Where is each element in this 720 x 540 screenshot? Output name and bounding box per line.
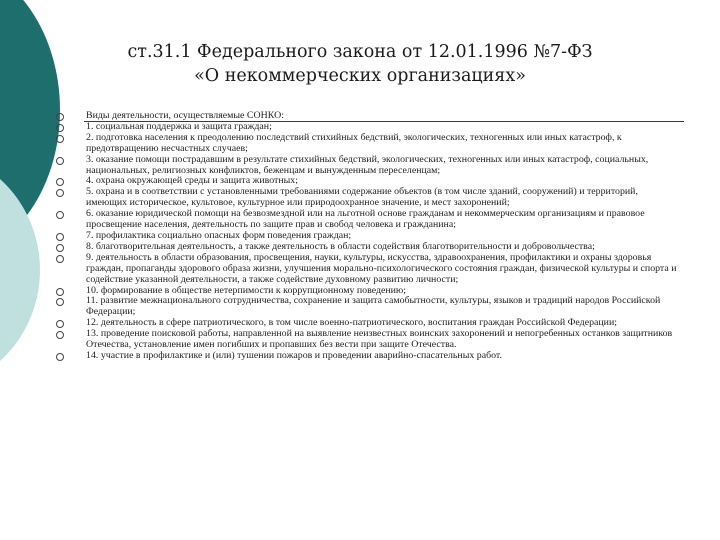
list-item-text: 10. формирование в обществе нетерпимости к коррупционному поведению; [86, 284, 407, 296]
circle-bullet-icon [56, 178, 64, 186]
circle-bullet-icon [56, 298, 64, 306]
list-item-text: 13. проведение поисковой работы, направленной на выявление неизвестных воинских захоронений и непогребенных останков защитников Отечества, установление имен погибших и пропавших без вести при защите Отечества. [86, 328, 673, 351]
list-item-text: Виды деятельности, осуществляемые СОНКО: [86, 110, 284, 121]
list-item [56, 187, 681, 209]
circle-bullet-icon [56, 124, 64, 132]
title-line-2: «О некоммерческих организациях» [194, 66, 526, 86]
list-item [56, 296, 681, 318]
list-item-text: 14. участие в профилактике и (или) тушении пожаров и проведении аварийно-спасательных работ. [86, 349, 502, 361]
slide-title [100, 40, 620, 88]
list-item-text: 7. профилактика социально опасных форм поведения граждан; [86, 229, 352, 241]
circle-bullet-icon [56, 113, 64, 121]
circle-bullet-icon [56, 157, 64, 165]
list-item-text: 1. социальная поддержка и защита граждан; [86, 120, 272, 132]
list-item-text: 6. оказание юридической помощи на безвозмездной или на льготной основе гражданам и некоммерческим организациям и правовое просвещение населения, деятельность по защите прав и свобод человека и гражданина; [86, 208, 645, 231]
circle-bullet-icon [56, 233, 64, 241]
activity-list [56, 111, 681, 362]
list-item-text: 4. охрана окружающей среды и защита животных; [86, 175, 298, 187]
list-item-text: 5. охрана и в соответствии с установленными требованиями содержание объектов (в том числе зданий, сооружений) и территорий, имеющих историческое, культовое, культурное или природоохранное значение, и мест захоронений; [86, 186, 638, 209]
list-item [56, 209, 681, 231]
circle-bullet-icon [56, 244, 64, 252]
circle-bullet-icon [56, 320, 64, 328]
circle-bullet-icon [56, 288, 64, 296]
list-item-text: 11. развитие межнационального сотрудничества, сохранение и защита самобытности, культуры, языков и традиций народов Российской Федерации; [86, 295, 661, 318]
list-item-text: 9. деятельность в области образования, просвещения, науки, культуры, искусства, здравоохранения, профилактики и охраны здоровья граждан, пропаганды здорового образа жизни, улучшения морально-психологического состояния граждан, физической культуры и спорта и содействие указанной деятельности, а также содействие духовному развитию личности; [86, 251, 677, 285]
list-item [56, 253, 681, 286]
circle-bullet-icon [56, 255, 64, 263]
circle-bullet-icon [56, 189, 64, 197]
list-item-text: 12. деятельность в сфере патриотического, в том числе военно-патриотического, воспитания граждан Российской Федерации; [86, 317, 618, 329]
circle-bullet-icon [56, 353, 64, 361]
list-item [56, 329, 681, 351]
circle-bullet-icon [56, 135, 64, 143]
title-line-1: ст.31.1 Федерального закона от 12.01.1996 №7-ФЗ [127, 42, 593, 62]
list-item-text: 3. оказание помощи пострадавшим в результате стихийных бедствий, экологических, техногенных или иных катастроф, социальных, национальных, религиозных конфликтов, беженцам и вынужденным переселенцам; [86, 153, 649, 176]
circle-bullet-icon [56, 211, 64, 219]
list-item [56, 351, 681, 362]
circle-bullet-icon [56, 331, 64, 339]
list-item-text: 8. благотворительная деятельность, а также деятельность в области содействия благотворительности и добровольчества; [86, 240, 595, 252]
list-item [56, 133, 681, 155]
list-item [56, 155, 681, 177]
list-item-text: 2. подготовка населения к преодолению последствий стихийных бедствий, экологических, техногенных или иных катастроф, к предотвращению несчастных случаев; [86, 131, 622, 154]
